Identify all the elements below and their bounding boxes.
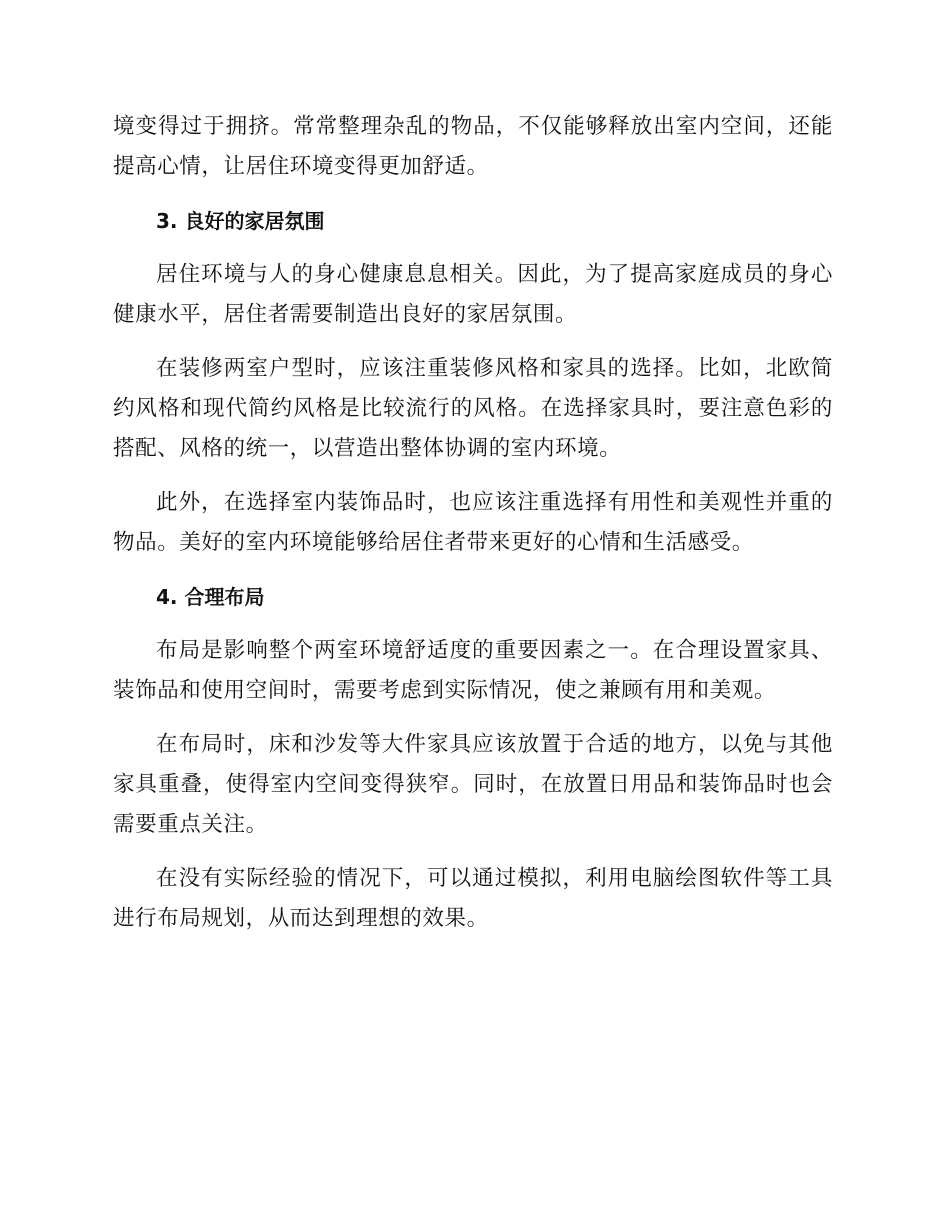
section-heading-4: 4. 合理布局	[156, 585, 265, 609]
paragraph: 在装修两室户型时，应该注重装修风格和家具的选择。比如，北欧简约风格和现代简约风格是比较流行的风格。在选择家具时，要注意色彩的搭配、风格的统一，以营造出整体协调的室内环境。	[113, 356, 833, 461]
paragraph: 在没有实际经验的情况下，可以通过模拟，利用电脑绘图软件等工具进行布局规划，从而达到理想的效果。	[113, 866, 833, 931]
paragraph: 此外，在选择室内装饰品时，也应该注重选择有用性和美观性并重的物品。美好的室内环境能够给居住者带来更好的心情和生活感受。	[113, 490, 833, 555]
paragraph: 居住环境与人的身心健康息息相关。因此，为了提高家庭成员的身心健康水平，居住者需要制造出良好的家居氛围。	[113, 262, 833, 327]
section-heading-3: 3. 良好的家居氛围	[156, 209, 325, 233]
paragraph: 布局是影响整个两室环境舒适度的重要因素之一。在合理设置家具、装饰品和使用空间时，需要考虑到实际情况，使之兼顾有用和美观。	[113, 638, 833, 703]
document-body	[113, 107, 833, 939]
paragraph: 在布局时，床和沙发等大件家具应该放置于合适的地方，以免与其他家具重叠，使得室内空间变得狭窄。同时，在放置日用品和装饰品时也会需要重点关注。	[113, 732, 833, 837]
paragraph-continued: 境变得过于拥挤。常常整理杂乱的物品，不仅能够释放出室内空间，还能提高心情，让居住环境变得更加舒适。	[113, 114, 833, 179]
